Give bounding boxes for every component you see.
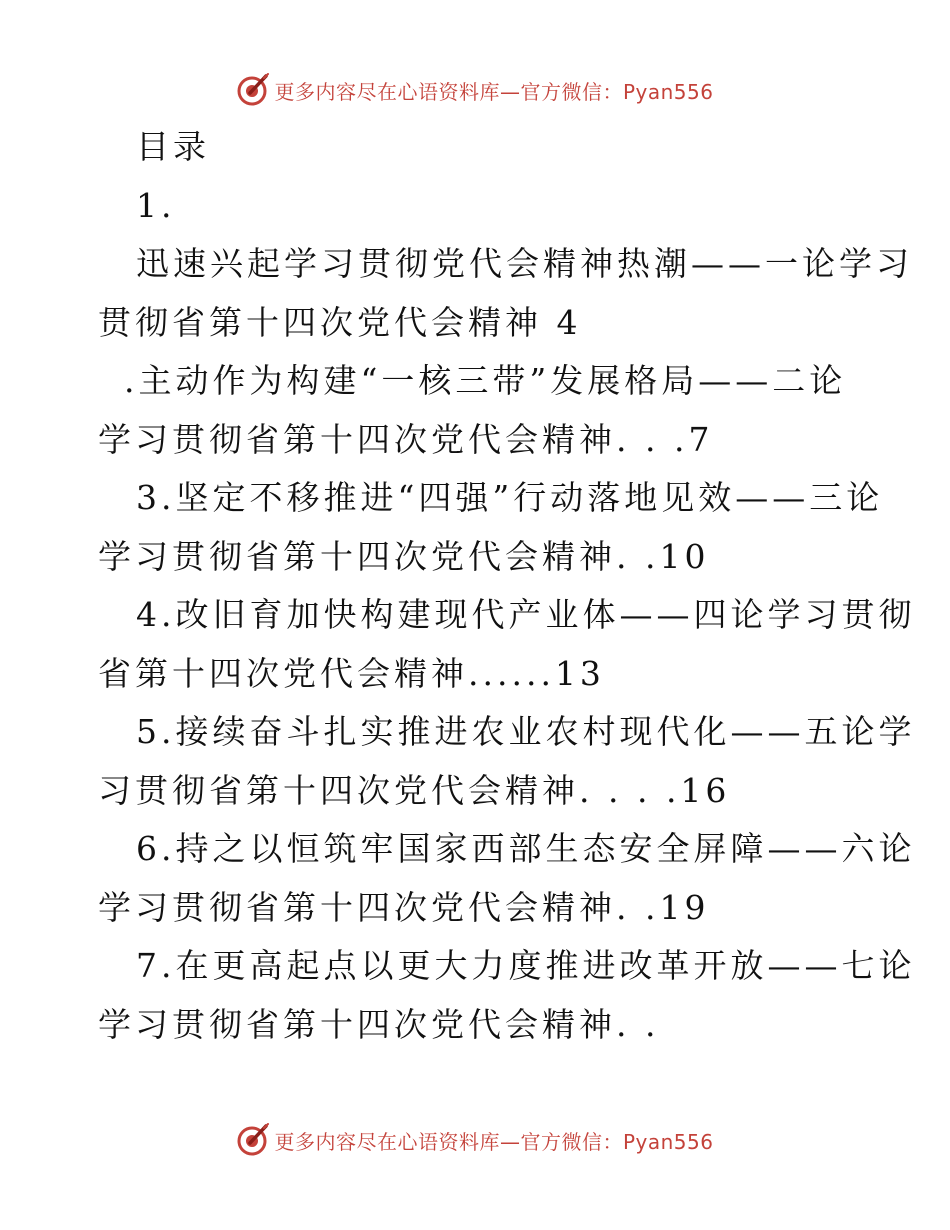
watermark-banner-top [0, 70, 950, 110]
watermark-text: 更多内容尽在心语资料库—官方微信：Pyan556 [274, 79, 714, 104]
toc-heading: 目录 [136, 127, 210, 166]
brush-logo-icon [236, 1123, 270, 1157]
toc-line: 5.接续奋斗扎实推进农业农村现代化——五论学 [136, 712, 916, 751]
toc-line: 省第十四次党代会精神......13 [98, 653, 605, 693]
table-of-contents [98, 118, 916, 1054]
toc-line: 4.改旧育加快构建现代产业体——四论学习贯彻 [136, 595, 916, 634]
toc-line: 学习贯彻省第十四次党代会精神. .10 [98, 536, 710, 576]
toc-line: 迅速兴起学习贯彻党代会精神热潮——一论学习 [136, 244, 913, 283]
toc-line: 6.持之以恒筑牢国家西部生态安全屏障——六论 [136, 829, 916, 868]
toc-line: 1. [136, 185, 176, 225]
toc-line: .主动作为构建“一核三带”发展格局——二论 [124, 361, 847, 400]
toc-line: 3.坚定不移推进“四强”行动落地见效——三论 [136, 478, 884, 517]
toc-line: 学习贯彻省第十四次党代会精神. . [98, 1004, 660, 1044]
brush-logo-icon [236, 73, 270, 107]
toc-line: 贯彻省第十四次党代会精神 4 [98, 302, 582, 342]
watermark-banner-bottom [0, 1120, 950, 1160]
watermark-text: 更多内容尽在心语资料库—官方微信：Pyan556 [274, 1129, 714, 1154]
toc-line: 7.在更高起点以更大力度推进改革开放——七论 [136, 946, 916, 985]
toc-line: 习贯彻省第十四次党代会精神. . . .16 [98, 770, 731, 810]
toc-line: 学习贯彻省第十四次党代会精神. . .7 [98, 419, 714, 459]
toc-line: 学习贯彻省第十四次党代会精神. .19 [98, 887, 710, 927]
